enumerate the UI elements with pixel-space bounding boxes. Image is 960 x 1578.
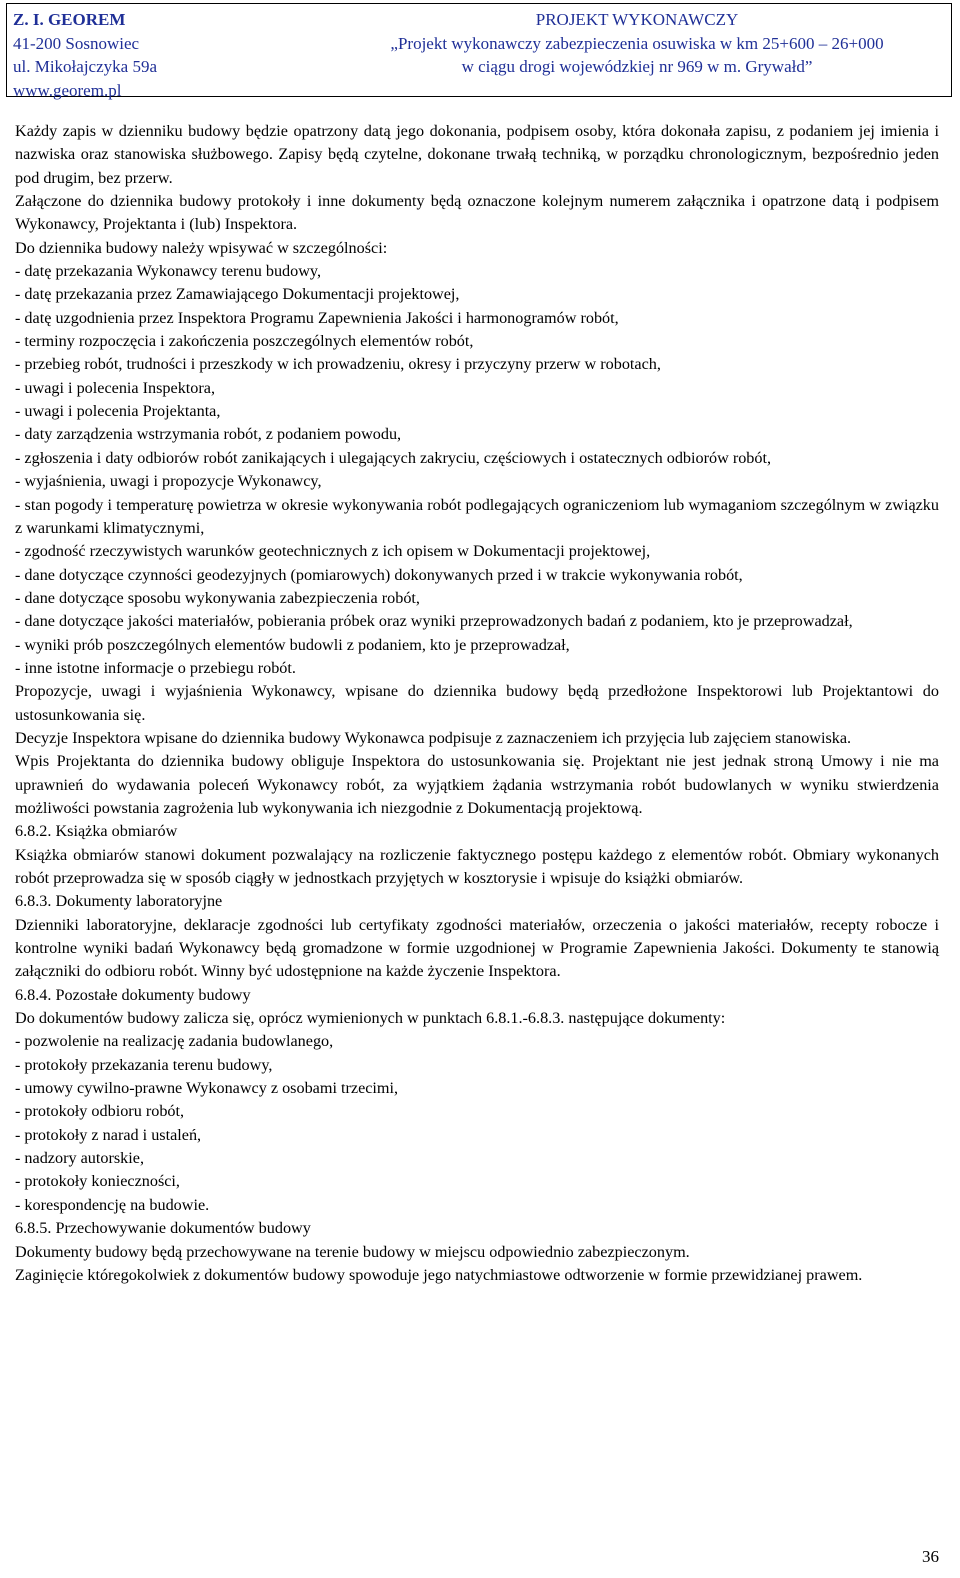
paragraph: Każdy zapis w dzienniku budowy będzie opatrzony datą jego dokonania, podpisem osoby, która dokonała zapisu, z podaniem jej imienia i nazwiska oraz stanowiska służbowego. Zapisy będą czytelne, dokonane trwałą techniką, w porządku chronologicznym, bezpośrednio jeden pod drugim, bez przerw.	[15, 122, 939, 187]
paragraph: - dane dotyczące jakości materiałów, pobierania próbek oraz wyniki przeprowadzonych badań z podaniem, kto je przeprowadzał,	[15, 612, 853, 631]
paragraph: - datę przekazania przez Zamawiającego Dokumentacji projektowej,	[15, 285, 460, 304]
company-address-line1: 41-200 Sosnowiec	[13, 33, 140, 53]
company-info	[13, 8, 157, 102]
paragraph: - zgodność rzeczywistych warunków geotechnicznych z ich opisem w Dokumentacji projektowej,	[15, 542, 651, 561]
document-body	[15, 120, 939, 1287]
project-info	[327, 8, 947, 79]
paragraph: - datę przekazania Wykonawcy terenu budowy,	[15, 262, 322, 281]
paragraph: - korespondencję na budowie.	[15, 1195, 210, 1214]
paragraph: - dane dotyczące czynności geodezyjnych (pomiarowych) dokonywanych przed i w trakcie wykonywania robót,	[15, 565, 743, 584]
paragraph: - protokoły konieczności,	[15, 1172, 180, 1191]
paragraph: Zaginięcie któregokolwiek z dokumentów budowy spowoduje jego natychmiastowe odtworzenie w formie przewidzianej prawem.	[15, 1265, 863, 1284]
paragraph: Książka obmiarów stanowi dokument pozwalający na rozliczenie faktycznego postępu każdego z elementów robót. Obmiary wykonanych robót przeprowadza się w sposób ciągły w jednostkach przyjętych w kosztorysie i wpisuje do książki obmiarów.	[15, 845, 939, 887]
project-title-line2: w ciągu drogi wojewódzkiej nr 969 w m. Grywałd”	[461, 57, 813, 76]
paragraph: - protokoły przekazania terenu budowy,	[15, 1055, 273, 1074]
paragraph: - stan pogody i temperaturę powietrza w okresie wykonywania robót podlegających ograniczeniom lub wymaganiom szczególnym w związku z warunkami klimatycznymi,	[15, 495, 939, 537]
paragraph: - protokoły z narad i ustaleń,	[15, 1125, 202, 1144]
paragraph: - protokoły odbioru robót,	[15, 1102, 185, 1121]
paragraph: Dokumenty budowy będą przechowywane na terenie budowy w miejscu odpowiednio zabezpieczonym.	[15, 1242, 690, 1261]
paragraph: - datę uzgodnienia przez Inspektora Programu Zapewnienia Jakości i harmonogramów robót,	[15, 308, 619, 327]
doc-type: PROJEKT WYKONAWCZY	[535, 10, 739, 29]
paragraph: - umowy cywilno-prawne Wykonawcy z osobami trzecimi,	[15, 1079, 399, 1098]
paragraph: - dane dotyczące sposobu wykonywania zabezpieczenia robót,	[15, 588, 420, 607]
project-title-line1: „Projekt wykonawczy zabezpieczenia osuwiska w km 25+600 – 26+000	[390, 33, 884, 53]
paragraph: - pozwolenie na realizację zadania budowlanego,	[15, 1032, 334, 1051]
page-header	[6, 3, 952, 100]
paragraph: Dzienniki laboratoryjne, deklaracje zgodności lub certyfikaty zgodności materiałów, orzeczenia o jakości materiałów, recepty robocze i kontrolne wyniki badań Wykonawcy będą gromadzone w formie uzgodnionej w Programie Zapewnienia Jakości. Dokumenty te stanowią załączniki do odbioru robót. Winny być udostępnione na każde życzenie Inspektora.	[15, 915, 939, 981]
paragraph: - uwagi i polecenia Inspektora,	[15, 378, 216, 397]
paragraph: 6.8.2. Książka obmiarów	[15, 822, 178, 841]
paragraph: - wyniki prób poszczególnych elementów budowli z podaniem, kto je przeprowadzał,	[15, 635, 570, 654]
company-address-line2: ul. Mikołajczyka 59a	[13, 57, 157, 76]
paragraph: - przebieg robót, trudności i przeszkody w ich prowadzeniu, okresy i przyczyny przerw w robotach,	[15, 355, 661, 374]
paragraph: 6.8.5. Przechowywanie dokumentów budowy	[15, 1219, 311, 1238]
paragraph: Propozycje, uwagi i wyjaśnienia Wykonawcy, wpisane do dziennika budowy będą przedłożone Inspektorowi lub Projektantowi do ustosunkowania się.	[15, 682, 939, 724]
paragraph: - daty zarządzenia wstrzymania robót, z podaniem powodu,	[15, 425, 402, 444]
company-name: Z. I. GEOREM	[13, 10, 126, 29]
paragraph: Wpis Projektanta do dziennika budowy obliguje Inspektora do ustosunkowania się. Projektant nie jest jednak stroną Umowy i nie ma uprawnień do wydawania poleceń Wykonawcy robót, za wyjątkiem żądania wstrzymania robót budowlanych w wyniku stwierdzenia możliwości powstania zagrożenia lub wykonywania ich niezgodnie z Dokumentacją projektową.	[15, 752, 939, 817]
company-website: www.georem.pl	[13, 80, 122, 100]
paragraph: - terminy rozpoczęcia i zakończenia poszczególnych elementów robót,	[15, 332, 474, 351]
paragraph: Załączone do dziennika budowy protokoły i inne dokumenty będą oznaczone kolejnym numerem załącznika i opatrzone datą i podpisem Wykonawcy, Projektanta i (lub) Inspektora.	[15, 192, 939, 234]
paragraph: Do dokumentów budowy zalicza się, oprócz wymienionych w punktach 6.8.1.-6.8.3. następujące dokumenty:	[15, 1009, 726, 1028]
paragraph: - nadzory autorskie,	[15, 1149, 145, 1168]
paragraph: - zgłoszenia i daty odbiorów robót zanikających i ulegających zakryciu, częściowych i ostatecznych odbiorów robót,	[15, 448, 772, 467]
paragraph: Do dziennika budowy należy wpisywać w szczególności:	[15, 238, 388, 257]
paragraph: - wyjaśnienia, uwagi i propozycje Wykonawcy,	[15, 472, 322, 491]
paragraph: Decyzje Inspektora wpisane do dziennika budowy Wykonawca podpisuje z zaznaczeniem ich przyjęcia lub zajęciem stanowiska.	[15, 728, 852, 747]
paragraph: 6.8.4. Pozostałe dokumenty budowy	[15, 985, 251, 1004]
paragraph: - uwagi i polecenia Projektanta,	[15, 402, 221, 421]
page-number: 36	[922, 1547, 939, 1566]
paragraph: 6.8.3. Dokumenty laboratoryjne	[15, 892, 223, 911]
paragraph: - inne istotne informacje o przebiegu robót.	[15, 658, 296, 677]
